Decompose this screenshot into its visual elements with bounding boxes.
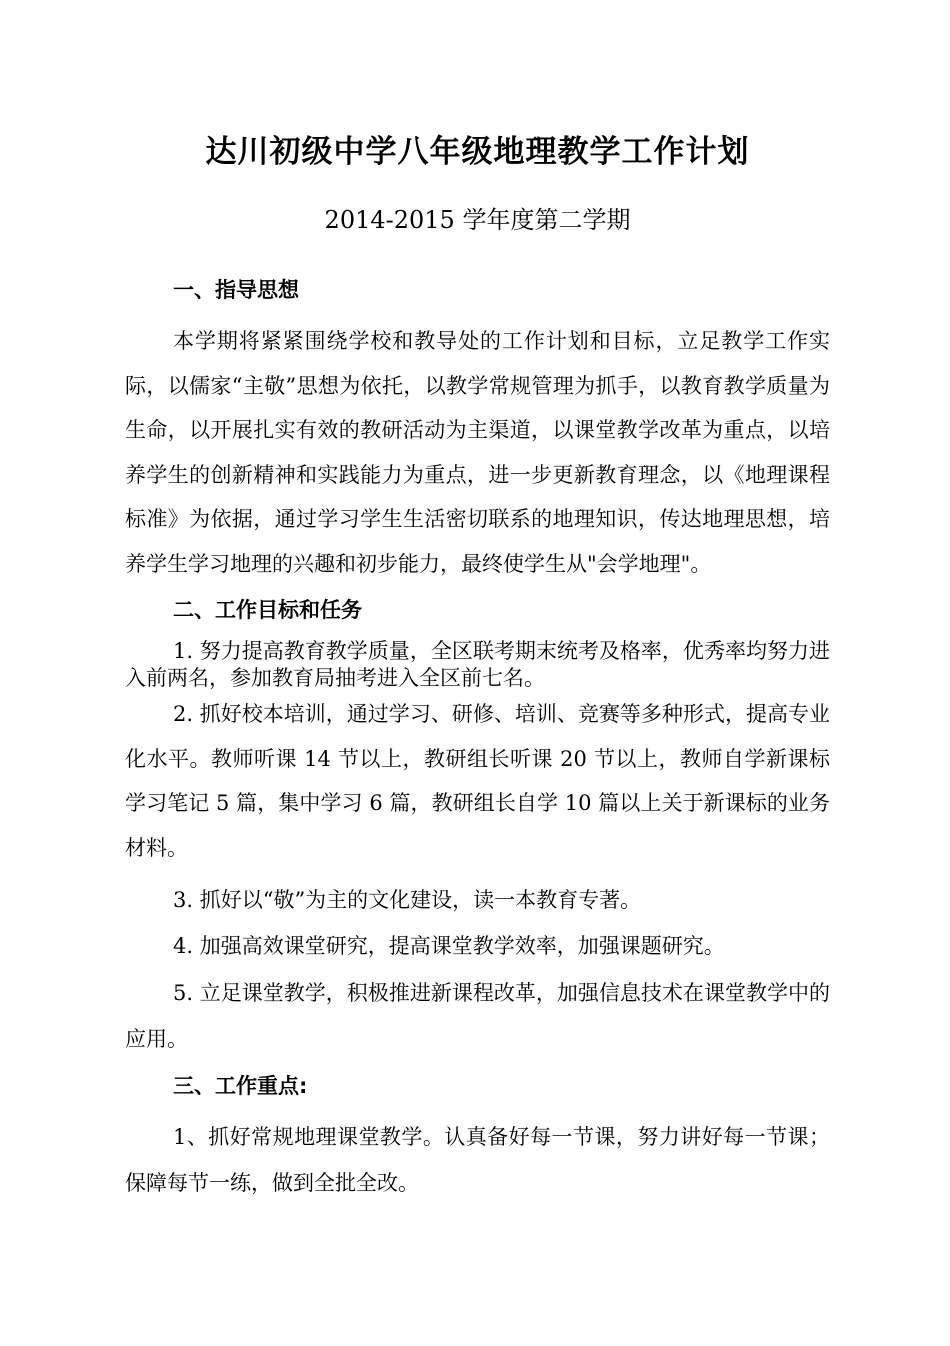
focus-item-1: 1、抓好常规地理课堂教学。认真备好每一节课，努力讲好每一节课；保障每节一练，做到全批全改。 — [125, 1125, 830, 1195]
goal-item-5: 5. 立足课堂教学，积极推进新课程改革，加强信息技术在课堂教学中的应用。 — [125, 981, 830, 1051]
section-heading-goals: 二、工作目标和任务 — [173, 598, 362, 622]
goal-item-3: 3. 抓好以“敬”为主的文化建设，读一本教育专著。 — [173, 888, 642, 912]
goal-item-1: 1. 努力提高教育教学质量，全区联考期末统考及格率，优秀率均努力进入前两名，参加教育局抽考进入全区前七名。 — [125, 639, 830, 690]
document-subtitle: 2014-2015 学年度第二学期 — [324, 206, 631, 234]
document-page — [125, 128, 830, 1206]
goal-item-2: 2. 抓好校本培训，通过学习、研修、培训、竞赛等多种形式，提高专业化水平。教师听课 14 节以上，教研组长听课 20 节以上，教师自学新课标学习笔记 5 篇，集中学习 6 篇，教研组长自学 10 篇以上关于新课标的业务材料。 — [125, 702, 830, 860]
section-heading-guiding: 一、指导思想 — [173, 278, 299, 302]
goal-item-4: 4. 加强高效课堂研究，提高课堂教学效率，加强课题研究。 — [173, 934, 725, 958]
section-heading-focus: 三、工作重点: — [173, 1074, 308, 1098]
document-title: 达川初级中学八年级地理教学工作计划 — [205, 134, 750, 170]
guiding-paragraph: 本学期将紧紧围绕学校和教导处的工作计划和目标，立足教学工作实际，以儒家“主敬”思想为依托，以教学常规管理为抓手，以教育教学质量为生命，以开展扎实有效的教研活动为主渠道，以课堂教学改革为重点，以培养学生的创新精神和实践能力为重点，进一步更新教育理念，以《地理课程标准》为依据，通过学习学生生活密切联系的地理知识，传达地理思想，培养学生学习地理的兴趣和初步能力，最终使学生从"会学地理"。 — [125, 329, 830, 576]
